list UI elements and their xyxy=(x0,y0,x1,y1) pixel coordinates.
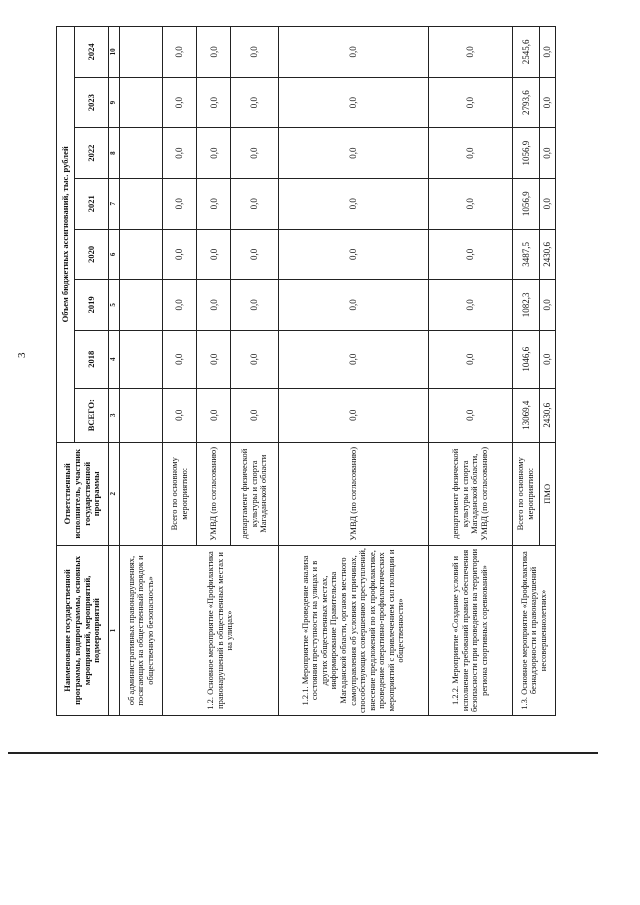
cell-2024: 0,0 xyxy=(162,27,196,78)
cell-2022: 0,0 xyxy=(231,128,279,179)
header-year-2019: 2019 xyxy=(75,280,109,331)
cell-2022: 0,0 xyxy=(428,128,512,179)
row-name: 1.2.1. Мероприятие «Проведение анализа состояния преступности на улицах и в других общественных местах, информирование Правительства Магаданской области, органов местного самоуправления об условиях и причинах, способствующих совершению преступлений, внесение предложений по их профилактике, проведение оперативно-профилактических мероприятий с привлечением сил полиции и общественности» xyxy=(278,545,428,715)
cell-2024 xyxy=(119,27,162,78)
row-executor: ПМО xyxy=(540,442,556,545)
row-executor: Всего по основному мероприятию: xyxy=(162,442,196,545)
cell-2022: 0,0 xyxy=(540,128,556,179)
header-year-2018: 2018 xyxy=(75,330,109,388)
cell-2023: 0,0 xyxy=(162,77,196,128)
table-row xyxy=(162,27,196,716)
cell-total: 13069,4 xyxy=(512,388,539,442)
cell-2021: 0,0 xyxy=(428,178,512,229)
cell-2019 xyxy=(119,280,162,331)
cell-total: 0,0 xyxy=(162,388,196,442)
cell-2019: 1082,3 xyxy=(512,280,539,331)
cell-2023: 2793,6 xyxy=(512,77,539,128)
header-year-2023: 2023 xyxy=(75,77,109,128)
table-row xyxy=(278,27,428,716)
cell-2018: 0,0 xyxy=(162,330,196,388)
header-year-2024: 2024 xyxy=(75,27,109,78)
cell-2022: 1056,9 xyxy=(512,128,539,179)
col-number: 5 xyxy=(109,280,120,331)
cell-total: 0,0 xyxy=(278,388,428,442)
cell-2018: 0,0 xyxy=(428,330,512,388)
row-executor: департамент физической культуры и спорта Магаданской области xyxy=(231,442,279,545)
cell-2023: 0,0 xyxy=(540,77,556,128)
cell-2020: 2430,6 xyxy=(540,229,556,280)
header-name: Наименование государственной программы, подпрограммы, основных мероприятий, мероприятий, подмероприятий xyxy=(57,545,109,715)
cell-2021: 0,0 xyxy=(231,178,279,229)
row-name: об административных правонарушениях, посягающих на общественный порядок и общественную безопасность» xyxy=(119,545,162,715)
header-year-2021: 2021 xyxy=(75,178,109,229)
cell-2020 xyxy=(119,229,162,280)
row-name: 1.2. Основное мероприятие «Профилактика правонарушений в общественных местах и на улицах» xyxy=(162,545,278,715)
cell-2020: 0,0 xyxy=(278,229,428,280)
page-divider xyxy=(8,752,598,754)
cell-2022: 0,0 xyxy=(278,128,428,179)
cell-total: 0,0 xyxy=(428,388,512,442)
cell-2024: 2545,6 xyxy=(512,27,539,78)
cell-2023: 0,0 xyxy=(197,77,231,128)
col-number: 8 xyxy=(109,128,120,179)
col-number: 1 xyxy=(109,545,120,715)
col-number: 3 xyxy=(109,388,120,442)
rotated-budget-table xyxy=(56,26,556,716)
header-total: ВСЕГО: xyxy=(75,388,109,442)
cell-2021 xyxy=(119,178,162,229)
cell-2024: 0,0 xyxy=(197,27,231,78)
column-number-row xyxy=(109,27,120,716)
cell-2019: 0,0 xyxy=(278,280,428,331)
cell-2019: 0,0 xyxy=(162,280,196,331)
cell-2023 xyxy=(119,77,162,128)
col-number: 4 xyxy=(109,330,120,388)
header-year-2020: 2020 xyxy=(75,229,109,280)
cell-2018 xyxy=(119,330,162,388)
cell-2018: 0,0 xyxy=(197,330,231,388)
cell-2019: 0,0 xyxy=(540,280,556,331)
cell-2018: 0,0 xyxy=(231,330,279,388)
cell-2021: 0,0 xyxy=(540,178,556,229)
budget-table xyxy=(56,26,556,716)
header-year-2022: 2022 xyxy=(75,128,109,179)
cell-2022 xyxy=(119,128,162,179)
row-executor xyxy=(119,442,162,545)
cell-2021: 0,0 xyxy=(278,178,428,229)
cell-total xyxy=(119,388,162,442)
cell-2024: 0,0 xyxy=(540,27,556,78)
cell-2020: 0,0 xyxy=(231,229,279,280)
cell-2018: 0,0 xyxy=(540,330,556,388)
cell-2020: 0,0 xyxy=(162,229,196,280)
cell-2021: 0,0 xyxy=(197,178,231,229)
cell-2020: 3487,5 xyxy=(512,229,539,280)
cell-total: 0,0 xyxy=(197,388,231,442)
cell-2021: 0,0 xyxy=(162,178,196,229)
cell-2019: 0,0 xyxy=(231,280,279,331)
col-number: 10 xyxy=(109,27,120,78)
table-row xyxy=(428,27,512,716)
cell-2023: 0,0 xyxy=(428,77,512,128)
cell-2020: 0,0 xyxy=(428,229,512,280)
cell-2019: 0,0 xyxy=(428,280,512,331)
row-name: 1.3. Основное мероприятие «Профилактика безнадзорности и правонарушений несовершеннолетних» xyxy=(512,545,555,715)
row-name: 1.2.2. Мероприятие «Создание условий и исполнение требований правил обеспечения безопасности при проведении на территории региона спортивных соревнований» xyxy=(428,545,512,715)
header-executor: Ответственный исполнитель, участник государственной программы xyxy=(57,442,109,545)
cell-2018: 0,0 xyxy=(278,330,428,388)
cell-2019: 0,0 xyxy=(197,280,231,331)
cell-total: 2430,6 xyxy=(540,388,556,442)
header-budget-group: Объем бюджетных ассигнований, тыс. рублей xyxy=(57,27,75,443)
row-executor: Всего по основному мероприятию: xyxy=(512,442,539,545)
col-number: 6 xyxy=(109,229,120,280)
table-row xyxy=(119,27,162,716)
cell-2018: 1046,6 xyxy=(512,330,539,388)
cell-2020: 0,0 xyxy=(197,229,231,280)
row-executor: УМВД (по согласованию) xyxy=(197,442,231,545)
page-number: 3 xyxy=(16,352,28,358)
col-number: 9 xyxy=(109,77,120,128)
row-executor: департамент физической культуры и спорта Магаданской области, УМВД (по согласованию) xyxy=(428,442,512,545)
cell-2021: 1056,9 xyxy=(512,178,539,229)
document-frame xyxy=(56,26,556,716)
col-number: 7 xyxy=(109,178,120,229)
cell-2022: 0,0 xyxy=(162,128,196,179)
table-row xyxy=(512,27,539,716)
cell-2024: 0,0 xyxy=(278,27,428,78)
cell-2023: 0,0 xyxy=(278,77,428,128)
cell-2024: 0,0 xyxy=(231,27,279,78)
cell-2023: 0,0 xyxy=(231,77,279,128)
cell-2022: 0,0 xyxy=(197,128,231,179)
cell-total: 0,0 xyxy=(231,388,279,442)
cell-2024: 0,0 xyxy=(428,27,512,78)
row-executor: УМВД (по согласованию) xyxy=(278,442,428,545)
col-number: 2 xyxy=(109,442,120,545)
